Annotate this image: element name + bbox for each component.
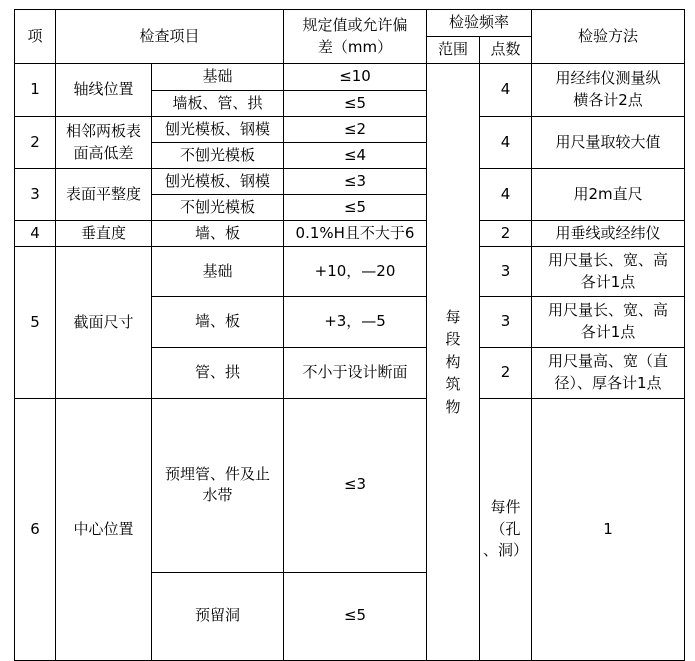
points-value: 3 [480, 297, 532, 348]
sub-item: 不刨光模板 [152, 195, 284, 221]
method-text: 用垂线或经纬仪 [532, 221, 685, 247]
header-points: 点数 [480, 37, 532, 64]
sub-item: 管、拱 [152, 348, 284, 399]
points-value: 4 [480, 64, 532, 117]
method-text: 用经纬仪测量纵 横各计2点 [532, 64, 685, 117]
sub-item: 预留洞 [152, 572, 284, 660]
header-method: 检验方法 [532, 10, 685, 64]
sub-item: 基础 [152, 64, 284, 91]
row-no: 4 [15, 221, 56, 247]
sub-item: 刨光模板、钢模 [152, 117, 284, 143]
allowance-value: 不小于设计断面 [284, 348, 427, 399]
allowance-value: 0.1%H且不大于6 [284, 221, 427, 247]
inspection-table [14, 9, 685, 661]
sub-item: 预埋管、件及止 水带 [152, 399, 284, 573]
sub-item: 墙板、管、拱 [152, 91, 284, 117]
allowance-value: ≤2 [284, 117, 427, 143]
points-value: 2 [480, 221, 532, 247]
row-item: 垂直度 [56, 221, 152, 247]
method-text: 用尺量长、宽、高 各计1点 [532, 247, 685, 297]
row-no: 6 [15, 399, 56, 661]
table-row [15, 117, 685, 143]
method-text: 用2m直尺 [532, 169, 685, 221]
points-value: 2 [480, 348, 532, 399]
scope-cell: 每件 （孔 、洞） [480, 399, 532, 661]
header-no: 项 [15, 10, 56, 64]
sub-item: 墙、板 [152, 297, 284, 348]
points-value: 4 [480, 169, 532, 221]
table-row [15, 64, 685, 91]
row-item: 轴线位置 [56, 64, 152, 117]
sub-item: 基础 [152, 247, 284, 297]
header-row [15, 10, 685, 37]
table-row [15, 221, 685, 247]
row-item: 相邻两板表 面高低差 [56, 117, 152, 169]
row-no: 3 [15, 169, 56, 221]
row-no: 2 [15, 117, 56, 169]
header-allowance: 规定值或允许偏 差（mm） [284, 10, 427, 64]
allowance-value: ≤3 [284, 169, 427, 195]
table-row [15, 169, 685, 195]
allowance-value: ≤5 [284, 572, 427, 660]
header-item: 检查项目 [56, 10, 284, 64]
sub-item: 墙、板 [152, 221, 284, 247]
sub-item: 刨光模板、钢模 [152, 169, 284, 195]
points-value: 3 [480, 247, 532, 297]
allowance-value: ≤3 [284, 399, 427, 573]
allowance-value: ≤5 [284, 195, 427, 221]
allowance-value: ≤10 [284, 64, 427, 91]
allowance-value: +10，—20 [284, 247, 427, 297]
allowance-value: +3，—5 [284, 297, 427, 348]
points-value: 4 [480, 117, 532, 169]
method-text: 用尺量取较大值 [532, 117, 685, 169]
sub-item: 不刨光模板 [152, 143, 284, 169]
points-value: 1 [532, 399, 685, 661]
method-text: 用尺量高、宽（直 径）、厚各计1点 [532, 348, 685, 399]
row-item: 中心位置 [56, 399, 152, 661]
header-scope: 范围 [427, 37, 480, 64]
row-item: 截面尺寸 [56, 247, 152, 399]
table-row [15, 399, 685, 573]
allowance-value: ≤5 [284, 91, 427, 117]
table-row [15, 247, 685, 297]
allowance-value: ≤4 [284, 143, 427, 169]
header-frequency: 检验频率 [427, 10, 532, 37]
row-item: 表面平整度 [56, 169, 152, 221]
method-text: 用尺量长、宽、高 各计1点 [532, 297, 685, 348]
scope-cell: 每 段 构 筑 物 [427, 64, 480, 661]
row-no: 1 [15, 64, 56, 117]
row-no: 5 [15, 247, 56, 399]
